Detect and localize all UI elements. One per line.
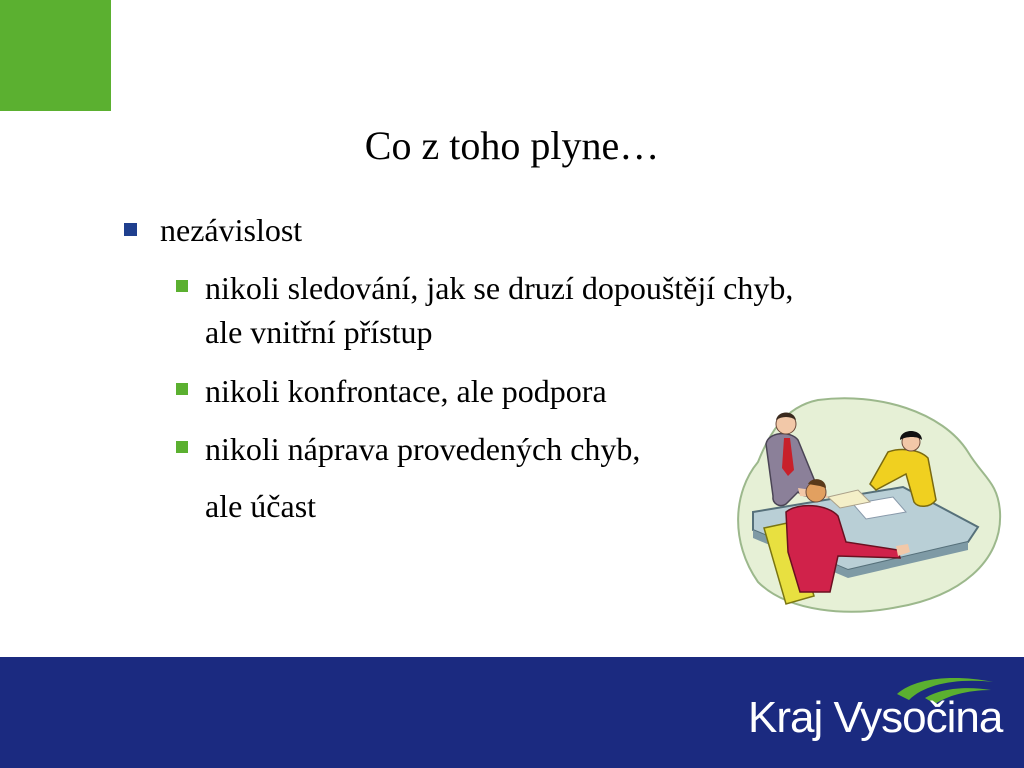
bullet-continuation: ale vnitřní přístup [205, 314, 433, 350]
slide-title: Co z toho plyne… [364, 123, 660, 168]
bullet-square-icon [124, 223, 137, 236]
bullet-square-icon [176, 441, 188, 453]
bullet-continuation: ale účast [205, 488, 317, 524]
bullet-square-icon [176, 280, 188, 292]
bullet-text: nikoli konfrontace, ale podpora [205, 373, 607, 409]
bullet-text: nikoli sledování, jak se druzí dopouštějí chyb, [205, 270, 794, 306]
bullet-square-icon [176, 383, 188, 395]
bullet-text: nezávislost [160, 212, 303, 248]
logo-text: Kraj Vysočina [748, 693, 1003, 742]
meeting-clipart-icon [728, 392, 1006, 614]
bullet-text: nikoli náprava provedených chyb, [205, 431, 641, 467]
